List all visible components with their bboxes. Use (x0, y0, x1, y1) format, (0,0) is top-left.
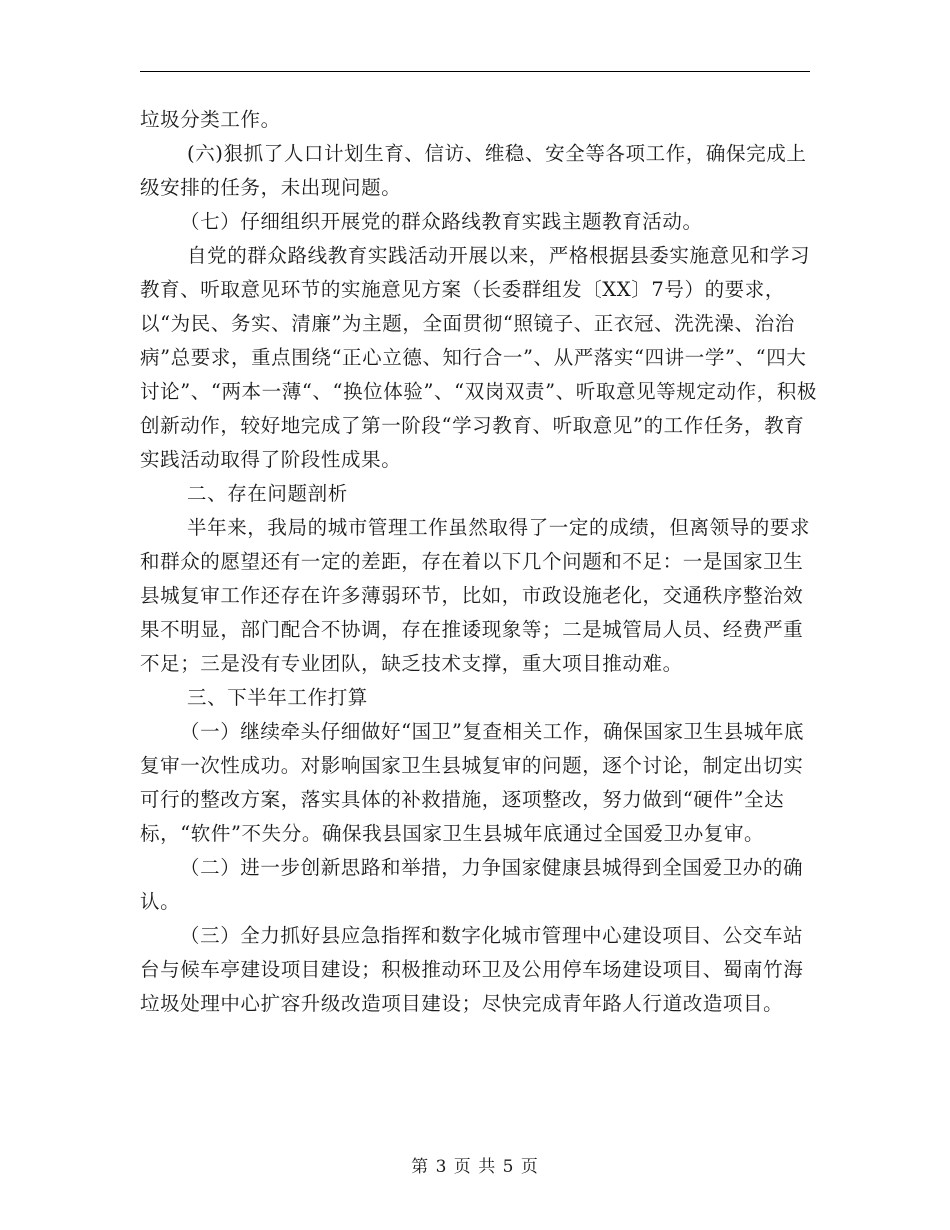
document-body (140, 103, 820, 1021)
paragraph-continuation: 垃圾分类工作。 (140, 108, 281, 131)
paragraph-education-activity: 自党的群众路线教育实践活动开展以来，严格根据县委实施意见和学习教育、听取意见环节的实施意见方案（长委群组发〔XX〕7号）的要求，以“为民、务实、清廉”为主题，全面贯彻“照镜子、正衣冠、洗洗澡、治治病”总要求，重点围绕“正心立德、知行合一”、从严落实“四讲一学”、“四大讨论”、“两本一薄“、“换位体验”、“双岗双责”、听取意见等规定动作，积极创新动作，较好地完成了第一阶段“学习教育、听取意见”的工作任务，教育实践活动取得了阶段性成果。 (140, 244, 817, 471)
paragraph-problems: 半年来，我局的城市管理工作虽然取得了一定的成绩，但离领导的要求和群众的愿望还有一定的差距，存在着以下几个问题和不足：一是国家卫生县城复审工作还存在许多薄弱环节，比如，市政设施老化，交通秩序整治效果不明显，部门配合不协调，存在推诿现象等；二是城管局人员、经费严重不足；三是没有专业团队，缺乏技术支撑，重大项目推动难。 (140, 516, 811, 675)
section-heading-plans: 三、下半年工作打算 (187, 686, 368, 709)
page-number: 第 3 页 共 5 页 (411, 1157, 539, 1177)
paragraph-plan-2: （二）进一步创新思路和举措，力争国家健康县城得到全国爱卫办的确认。 (140, 856, 804, 913)
paragraph-item-7: （七）仔细组织开展党的群众路线教育实践主题教育活动。 (180, 210, 703, 233)
section-heading-problems: 二、存在问题剖析 (187, 482, 348, 505)
paragraph-plan-1: （一）继续牵头仔细做好“国卫”复查相关工作，确保国家卫生县城年底复审一次性成功。对影响国家卫生县城复审的问题，逐个讨论，制定出切实可行的整改方案，落实具体的补救措施，逐项整改，努力做到“硬件”全达标，“软件”不失分。确保我县国家卫生县城年底通过全国爱卫办复审。 (140, 720, 805, 845)
paragraph-item-6: (六)狠抓了人口计划生育、信访、维稳、安全等各项工作，确保完成上级安排的任务，未出现问题。 (140, 142, 807, 199)
paragraph-plan-3: （三）全力抓好县应急指挥和数字化城市管理中心建设项目、公交车站台与候车亭建设项目建设；积极推动环卫及公用停车场建设项目、蜀南竹海垃圾处理中心扩容升级改造项目建设；尽快完成青年路人行道改造项目。 (140, 924, 804, 1015)
header-rule (140, 71, 810, 72)
